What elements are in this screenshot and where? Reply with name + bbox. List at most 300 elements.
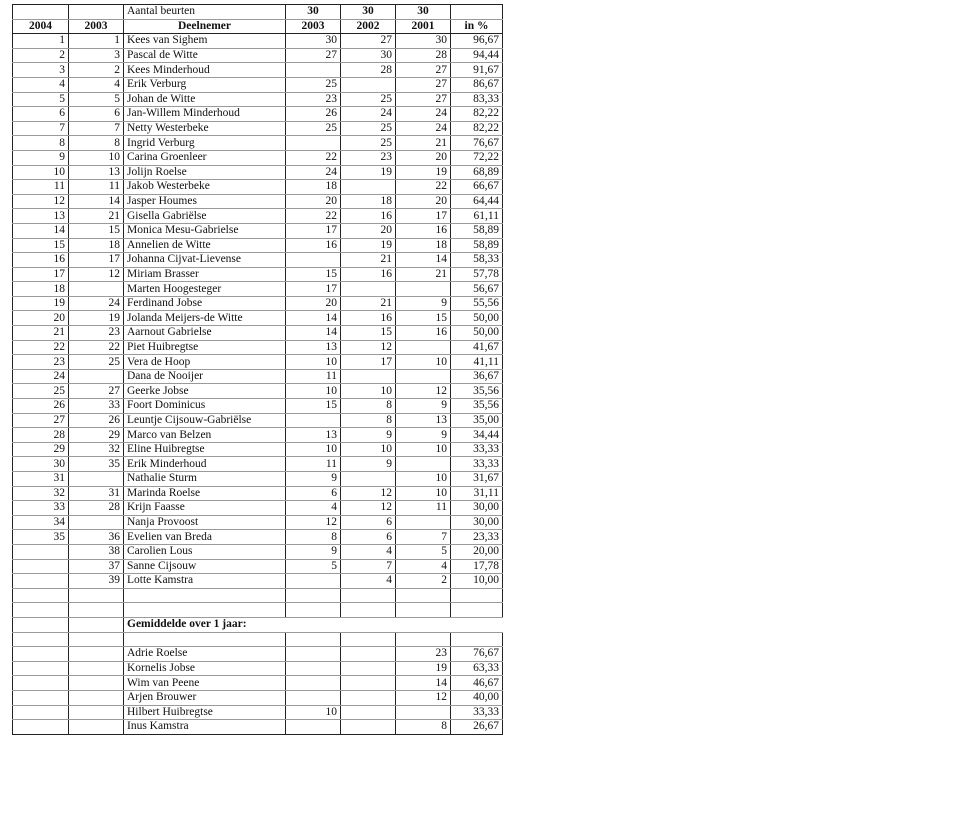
rank-2003-cell: 36 bbox=[69, 530, 124, 545]
turns-2001-cell bbox=[396, 369, 451, 384]
turns-2002-cell: 4 bbox=[341, 544, 396, 559]
rank-2003-cell: 14 bbox=[69, 194, 124, 209]
turns-2003-cell: 11 bbox=[286, 369, 341, 384]
turns-2001-cell: 5 bbox=[396, 544, 451, 559]
participant-name-cell: Ferdinand Jobse bbox=[124, 296, 286, 311]
turns-2001-cell: 16 bbox=[396, 326, 451, 341]
percentage-cell: 82,22 bbox=[451, 121, 503, 136]
empty-cell bbox=[124, 588, 286, 603]
participant-name-cell: Netty Westerbeke bbox=[124, 121, 286, 136]
turns-2001-cell: 27 bbox=[396, 92, 451, 107]
turns-2002-cell: 6 bbox=[341, 515, 396, 530]
turns-2003-cell bbox=[286, 413, 341, 428]
empty-cell bbox=[396, 588, 451, 603]
turns-2003-cell: 17 bbox=[286, 282, 341, 297]
table-row bbox=[13, 530, 503, 545]
percentage-cell: 10,00 bbox=[451, 574, 503, 589]
turns-2003-cell bbox=[286, 63, 341, 78]
table-row bbox=[13, 384, 503, 399]
participant-name-cell: Arjen Brouwer bbox=[124, 690, 286, 705]
turns-2002-cell: 12 bbox=[341, 486, 396, 501]
rank-2004-cell: 8 bbox=[13, 136, 69, 151]
rank-2004-cell: 6 bbox=[13, 107, 69, 122]
turns-2002-cell: 9 bbox=[341, 428, 396, 443]
turns-2002-cell: 8 bbox=[341, 413, 396, 428]
turns-2001-cell: 13 bbox=[396, 413, 451, 428]
header-empty-cell bbox=[451, 5, 503, 20]
col-header-2002: 2002 bbox=[341, 19, 396, 34]
percentage-cell: 50,00 bbox=[451, 326, 503, 341]
table-row bbox=[13, 428, 503, 443]
turns-2002-cell: 25 bbox=[341, 136, 396, 151]
turns-2002-cell: 9 bbox=[341, 457, 396, 472]
participant-name-cell: Sanne Cijsouw bbox=[124, 559, 286, 574]
table-row bbox=[13, 413, 503, 428]
turns-2002-cell: 7 bbox=[341, 559, 396, 574]
turns-2002-cell: 12 bbox=[341, 340, 396, 355]
turns-2003-cell: 14 bbox=[286, 326, 341, 341]
participant-name-cell: Gisella Gabriëlse bbox=[124, 209, 286, 224]
rank-2004-cell: 10 bbox=[13, 165, 69, 180]
participant-name-cell: Erik Verburg bbox=[124, 77, 286, 92]
turns-2002-cell: 8 bbox=[341, 399, 396, 414]
percentage-cell: 30,00 bbox=[451, 515, 503, 530]
participant-name-cell: Annelien de Witte bbox=[124, 238, 286, 253]
rank-2003-cell bbox=[69, 515, 124, 530]
turns-2001-cell: 21 bbox=[396, 136, 451, 151]
turns-2003-cell bbox=[286, 136, 341, 151]
turns-2003-cell: 27 bbox=[286, 48, 341, 63]
turns-2001-cell: 12 bbox=[396, 690, 451, 705]
rank-2004-cell: 33 bbox=[13, 501, 69, 516]
rank-2004-cell: 16 bbox=[13, 253, 69, 268]
turns-2003-cell: 10 bbox=[286, 355, 341, 370]
percentage-cell: 36,67 bbox=[451, 369, 503, 384]
table-row bbox=[13, 92, 503, 107]
empty-cell bbox=[451, 632, 503, 647]
turns-2001-cell: 30 bbox=[396, 34, 451, 49]
percentage-cell: 33,33 bbox=[451, 705, 503, 720]
turns-2002-cell bbox=[341, 77, 396, 92]
turns-2001-cell: 11 bbox=[396, 501, 451, 516]
empty-cell bbox=[69, 603, 124, 618]
table-row bbox=[13, 559, 503, 574]
empty-cell bbox=[69, 588, 124, 603]
participant-name-cell: Miriam Brasser bbox=[124, 267, 286, 282]
rank-2004-cell: 32 bbox=[13, 486, 69, 501]
turns-2001-cell: 27 bbox=[396, 77, 451, 92]
percentage-cell: 82,22 bbox=[451, 107, 503, 122]
rank-2003-cell: 5 bbox=[69, 92, 124, 107]
table-row bbox=[13, 457, 503, 472]
table-row bbox=[13, 705, 503, 720]
participant-name-cell: Jasper Houmes bbox=[124, 194, 286, 209]
turns-2003-cell: 18 bbox=[286, 180, 341, 195]
percentage-cell: 23,33 bbox=[451, 530, 503, 545]
turns-2002: 30 bbox=[341, 5, 396, 20]
table-body bbox=[13, 5, 503, 735]
rank-2003-cell bbox=[69, 472, 124, 487]
turns-2002-cell: 16 bbox=[341, 311, 396, 326]
rank-2003-cell bbox=[69, 647, 124, 662]
turns-2003-cell: 10 bbox=[286, 384, 341, 399]
turns-2002-cell: 17 bbox=[341, 355, 396, 370]
participant-name-cell: Evelien van Breda bbox=[124, 530, 286, 545]
turns-2002-cell: 16 bbox=[341, 209, 396, 224]
turns-2002-cell bbox=[341, 282, 396, 297]
col-header-2003: 2003 bbox=[286, 19, 341, 34]
rank-2003-cell bbox=[69, 720, 124, 735]
turns-2003-cell bbox=[286, 574, 341, 589]
turns-2002-cell bbox=[341, 472, 396, 487]
percentage-cell: 58,89 bbox=[451, 223, 503, 238]
participant-name-cell: Jakob Westerbeke bbox=[124, 180, 286, 195]
turns-2001-cell: 19 bbox=[396, 165, 451, 180]
participant-name-cell: Johan de Witte bbox=[124, 92, 286, 107]
empty-cell bbox=[396, 632, 451, 647]
turns-2001-cell bbox=[396, 515, 451, 530]
turns-2001-cell: 10 bbox=[396, 486, 451, 501]
rank-2003-cell: 2 bbox=[69, 63, 124, 78]
empty-cell bbox=[451, 588, 503, 603]
rank-2004-cell: 35 bbox=[13, 530, 69, 545]
turns-2003-cell bbox=[286, 253, 341, 268]
table-row bbox=[13, 267, 503, 282]
rank-2004-cell: 15 bbox=[13, 238, 69, 253]
turns-2003-cell: 30 bbox=[286, 34, 341, 49]
turns-2003-cell: 26 bbox=[286, 107, 341, 122]
table-row bbox=[13, 369, 503, 384]
turns-2001-cell: 14 bbox=[396, 253, 451, 268]
rank-2003-cell: 4 bbox=[69, 77, 124, 92]
rank-2004-cell: 13 bbox=[13, 209, 69, 224]
rank-2003-cell: 12 bbox=[69, 267, 124, 282]
percentage-cell: 76,67 bbox=[451, 136, 503, 151]
turns-2002-cell: 28 bbox=[341, 63, 396, 78]
rank-2003-cell: 25 bbox=[69, 355, 124, 370]
table-row bbox=[13, 165, 503, 180]
percentage-cell: 96,67 bbox=[451, 34, 503, 49]
rank-2003-cell bbox=[69, 369, 124, 384]
empty-cell bbox=[13, 632, 69, 647]
rank-2004-cell: 11 bbox=[13, 180, 69, 195]
turns-2003-cell: 25 bbox=[286, 121, 341, 136]
turns-2002-cell: 27 bbox=[341, 34, 396, 49]
rank-2004-cell bbox=[13, 661, 69, 676]
turns-2001-cell: 20 bbox=[396, 194, 451, 209]
col-header-participant: Deelnemer bbox=[124, 19, 286, 34]
percentage-cell: 17,78 bbox=[451, 559, 503, 574]
turns-2002-cell bbox=[341, 720, 396, 735]
empty-cell bbox=[341, 588, 396, 603]
turns-2001-cell bbox=[396, 340, 451, 355]
table-row bbox=[13, 647, 503, 662]
participant-name-cell: Jolijn Roelse bbox=[124, 165, 286, 180]
col-header-rank-2003: 2003 bbox=[69, 19, 124, 34]
rank-2004-cell: 1 bbox=[13, 34, 69, 49]
percentage-cell: 41,11 bbox=[451, 355, 503, 370]
table-row bbox=[13, 515, 503, 530]
table-row bbox=[13, 720, 503, 735]
turns-2003-cell bbox=[286, 647, 341, 662]
turns-2001-cell: 8 bbox=[396, 720, 451, 735]
percentage-cell: 57,78 bbox=[451, 267, 503, 282]
participant-name-cell: Kornelis Jobse bbox=[124, 661, 286, 676]
turns-2002-cell: 4 bbox=[341, 574, 396, 589]
turns-2003-cell bbox=[286, 676, 341, 691]
turns-2001-cell: 19 bbox=[396, 661, 451, 676]
turns-2002-cell: 20 bbox=[341, 223, 396, 238]
rank-2003-cell: 18 bbox=[69, 238, 124, 253]
table-row bbox=[13, 238, 503, 253]
turns-2003-cell: 22 bbox=[286, 150, 341, 165]
percentage-cell: 30,00 bbox=[451, 501, 503, 516]
participant-name-cell: Jan-Willem Minderhoud bbox=[124, 107, 286, 122]
empty-cell bbox=[13, 588, 69, 603]
turns-2003-cell: 17 bbox=[286, 223, 341, 238]
rank-2003-cell: 33 bbox=[69, 399, 124, 414]
rank-2003-cell: 3 bbox=[69, 48, 124, 63]
rank-2003-cell: 29 bbox=[69, 428, 124, 443]
percentage-cell: 91,67 bbox=[451, 63, 503, 78]
rank-2004-cell: 30 bbox=[13, 457, 69, 472]
turns-2001-cell: 20 bbox=[396, 150, 451, 165]
turns-2002-cell: 25 bbox=[341, 92, 396, 107]
turns-2002-cell: 10 bbox=[341, 442, 396, 457]
turns-2003-cell: 16 bbox=[286, 238, 341, 253]
participant-name-cell: Kees van Sighem bbox=[124, 34, 286, 49]
rank-2004-cell: 2 bbox=[13, 48, 69, 63]
participant-name-cell: Marco van Belzen bbox=[124, 428, 286, 443]
percentage-cell: 33,33 bbox=[451, 457, 503, 472]
col-header-percent: in % bbox=[451, 19, 503, 34]
participant-name-cell: Leuntje Cijsouw-Gabriëlse bbox=[124, 413, 286, 428]
percentage-cell: 83,33 bbox=[451, 92, 503, 107]
participant-name-cell: Adrie Roelse bbox=[124, 647, 286, 662]
table-row bbox=[13, 180, 503, 195]
rank-2003-cell: 32 bbox=[69, 442, 124, 457]
turns-2002-cell bbox=[341, 690, 396, 705]
percentage-cell: 94,44 bbox=[451, 48, 503, 63]
percentage-cell: 26,67 bbox=[451, 720, 503, 735]
participant-name-cell: Wim van Peene bbox=[124, 676, 286, 691]
turns-2002-cell bbox=[341, 705, 396, 720]
turns-2001-cell: 27 bbox=[396, 63, 451, 78]
turns-2002-cell bbox=[341, 647, 396, 662]
percentage-cell: 68,89 bbox=[451, 165, 503, 180]
turns-2001-cell: 4 bbox=[396, 559, 451, 574]
percentage-cell: 72,22 bbox=[451, 150, 503, 165]
turns-2001-cell: 24 bbox=[396, 107, 451, 122]
turns-2002-cell: 6 bbox=[341, 530, 396, 545]
turns-2002-cell: 21 bbox=[341, 296, 396, 311]
percentage-cell: 40,00 bbox=[451, 690, 503, 705]
table-row bbox=[13, 501, 503, 516]
rank-2003-cell: 7 bbox=[69, 121, 124, 136]
empty-cell bbox=[69, 617, 124, 632]
participant-name-cell: Lotte Kamstra bbox=[124, 574, 286, 589]
turns-2003-cell: 15 bbox=[286, 399, 341, 414]
turns-2003-cell: 11 bbox=[286, 457, 341, 472]
rank-2003-cell: 17 bbox=[69, 253, 124, 268]
rank-2004-cell: 17 bbox=[13, 267, 69, 282]
turns-2003-cell: 6 bbox=[286, 486, 341, 501]
percentage-cell: 35,56 bbox=[451, 399, 503, 414]
turns-2001-cell: 28 bbox=[396, 48, 451, 63]
rank-2004-cell bbox=[13, 544, 69, 559]
rank-2004-cell: 31 bbox=[13, 472, 69, 487]
empty-cell bbox=[13, 603, 69, 618]
turns-2003-cell: 24 bbox=[286, 165, 341, 180]
turns-2002-cell: 19 bbox=[341, 165, 396, 180]
header-row-columns bbox=[13, 19, 503, 34]
table-row bbox=[13, 48, 503, 63]
participant-name-cell: Dana de Nooijer bbox=[124, 369, 286, 384]
rank-2003-cell: 15 bbox=[69, 223, 124, 238]
turns-2001-cell: 7 bbox=[396, 530, 451, 545]
participant-name-cell: Inus Kamstra bbox=[124, 720, 286, 735]
table-row bbox=[13, 136, 503, 151]
turns-2002-cell: 21 bbox=[341, 253, 396, 268]
turns-2001-cell: 12 bbox=[396, 384, 451, 399]
turns-2002-cell: 15 bbox=[341, 326, 396, 341]
percentage-cell: 58,33 bbox=[451, 253, 503, 268]
rank-2003-cell: 13 bbox=[69, 165, 124, 180]
percentage-cell: 20,00 bbox=[451, 544, 503, 559]
col-header-rank-2004: 2004 bbox=[13, 19, 69, 34]
rank-2004-cell: 5 bbox=[13, 92, 69, 107]
participant-name-cell: Pascal de Witte bbox=[124, 48, 286, 63]
table-row bbox=[13, 209, 503, 224]
turns-2003-cell: 14 bbox=[286, 311, 341, 326]
rank-2004-cell: 20 bbox=[13, 311, 69, 326]
turns-2002-cell: 12 bbox=[341, 501, 396, 516]
percentage-cell: 31,67 bbox=[451, 472, 503, 487]
turns-2001-cell: 24 bbox=[396, 121, 451, 136]
turns-2003-cell: 9 bbox=[286, 472, 341, 487]
percentage-cell: 58,89 bbox=[451, 238, 503, 253]
rank-2004-cell: 3 bbox=[13, 63, 69, 78]
table-row bbox=[13, 544, 503, 559]
table-row bbox=[13, 442, 503, 457]
turns-2001: 30 bbox=[396, 5, 451, 20]
turns-2002-cell bbox=[341, 180, 396, 195]
rank-2003-cell bbox=[69, 690, 124, 705]
table-row bbox=[13, 77, 503, 92]
turns-2003-cell: 12 bbox=[286, 515, 341, 530]
turns-2003-cell: 9 bbox=[286, 544, 341, 559]
empty-cell bbox=[124, 632, 286, 647]
participant-name-cell: Nanja Provoost bbox=[124, 515, 286, 530]
percentage-cell: 66,67 bbox=[451, 180, 503, 195]
rank-2003-cell: 35 bbox=[69, 457, 124, 472]
turns-2002-cell: 25 bbox=[341, 121, 396, 136]
section-row bbox=[13, 617, 503, 632]
turns-2003: 30 bbox=[286, 5, 341, 20]
percentage-cell: 31,11 bbox=[451, 486, 503, 501]
turns-2003-cell: 20 bbox=[286, 194, 341, 209]
turns-2001-cell: 23 bbox=[396, 647, 451, 662]
participant-name-cell: Marinda Roelse bbox=[124, 486, 286, 501]
empty-cell bbox=[341, 632, 396, 647]
table-row bbox=[13, 472, 503, 487]
participant-name-cell: Foort Dominicus bbox=[124, 399, 286, 414]
table-row bbox=[13, 690, 503, 705]
percentage-cell: 35,00 bbox=[451, 413, 503, 428]
rank-2004-cell: 14 bbox=[13, 223, 69, 238]
turns-2002-cell: 18 bbox=[341, 194, 396, 209]
turns-2002-cell bbox=[341, 661, 396, 676]
participant-name-cell: Eline Huibregtse bbox=[124, 442, 286, 457]
turns-2003-cell: 10 bbox=[286, 705, 341, 720]
rank-2003-cell: 23 bbox=[69, 326, 124, 341]
turns-2001-cell: 21 bbox=[396, 267, 451, 282]
turns-2001-cell: 9 bbox=[396, 399, 451, 414]
table-row bbox=[13, 486, 503, 501]
rank-2003-cell: 11 bbox=[69, 180, 124, 195]
rank-2003-cell: 6 bbox=[69, 107, 124, 122]
participant-name-cell: Johanna Cijvat-Lievense bbox=[124, 253, 286, 268]
table-row bbox=[13, 399, 503, 414]
rank-2004-cell: 29 bbox=[13, 442, 69, 457]
turns-2001-cell: 10 bbox=[396, 472, 451, 487]
table-row bbox=[13, 340, 503, 355]
percentage-cell: 76,67 bbox=[451, 647, 503, 662]
turns-2001-cell: 9 bbox=[396, 296, 451, 311]
empty-cell bbox=[13, 617, 69, 632]
empty-cell bbox=[69, 632, 124, 647]
rank-2003-cell bbox=[69, 282, 124, 297]
rank-2004-cell bbox=[13, 705, 69, 720]
percentage-cell: 56,67 bbox=[451, 282, 503, 297]
turns-2001-cell bbox=[396, 457, 451, 472]
empty-cell bbox=[341, 603, 396, 618]
rank-2003-cell bbox=[69, 676, 124, 691]
rank-2004-cell: 18 bbox=[13, 282, 69, 297]
participant-name-cell: Erik Minderhoud bbox=[124, 457, 286, 472]
turns-2002-cell bbox=[341, 676, 396, 691]
percentage-cell: 61,11 bbox=[451, 209, 503, 224]
rank-2003-cell: 26 bbox=[69, 413, 124, 428]
rank-2003-cell: 27 bbox=[69, 384, 124, 399]
header-empty-cell bbox=[69, 5, 124, 20]
turns-2002-cell: 16 bbox=[341, 267, 396, 282]
participant-name-cell: Carina Groenleer bbox=[124, 150, 286, 165]
percentage-cell: 55,56 bbox=[451, 296, 503, 311]
turns-2003-cell bbox=[286, 720, 341, 735]
turns-2003-cell: 22 bbox=[286, 209, 341, 224]
turns-2003-cell bbox=[286, 690, 341, 705]
empty-cell bbox=[286, 632, 341, 647]
turns-2001-cell: 22 bbox=[396, 180, 451, 195]
rank-2003-cell bbox=[69, 705, 124, 720]
turns-2003-cell: 23 bbox=[286, 92, 341, 107]
turns-2002-cell: 10 bbox=[341, 384, 396, 399]
turns-2003-cell bbox=[286, 661, 341, 676]
table-row bbox=[13, 311, 503, 326]
rank-2004-cell bbox=[13, 676, 69, 691]
rank-2003-cell: 24 bbox=[69, 296, 124, 311]
empty-row bbox=[13, 603, 503, 618]
table-row bbox=[13, 150, 503, 165]
turns-2001-cell: 10 bbox=[396, 355, 451, 370]
empty-cell bbox=[286, 588, 341, 603]
rank-2003-cell: 22 bbox=[69, 340, 124, 355]
turns-2001-cell: 10 bbox=[396, 442, 451, 457]
rank-2003-cell: 8 bbox=[69, 136, 124, 151]
rank-2003-cell: 10 bbox=[69, 150, 124, 165]
rank-2004-cell: 12 bbox=[13, 194, 69, 209]
